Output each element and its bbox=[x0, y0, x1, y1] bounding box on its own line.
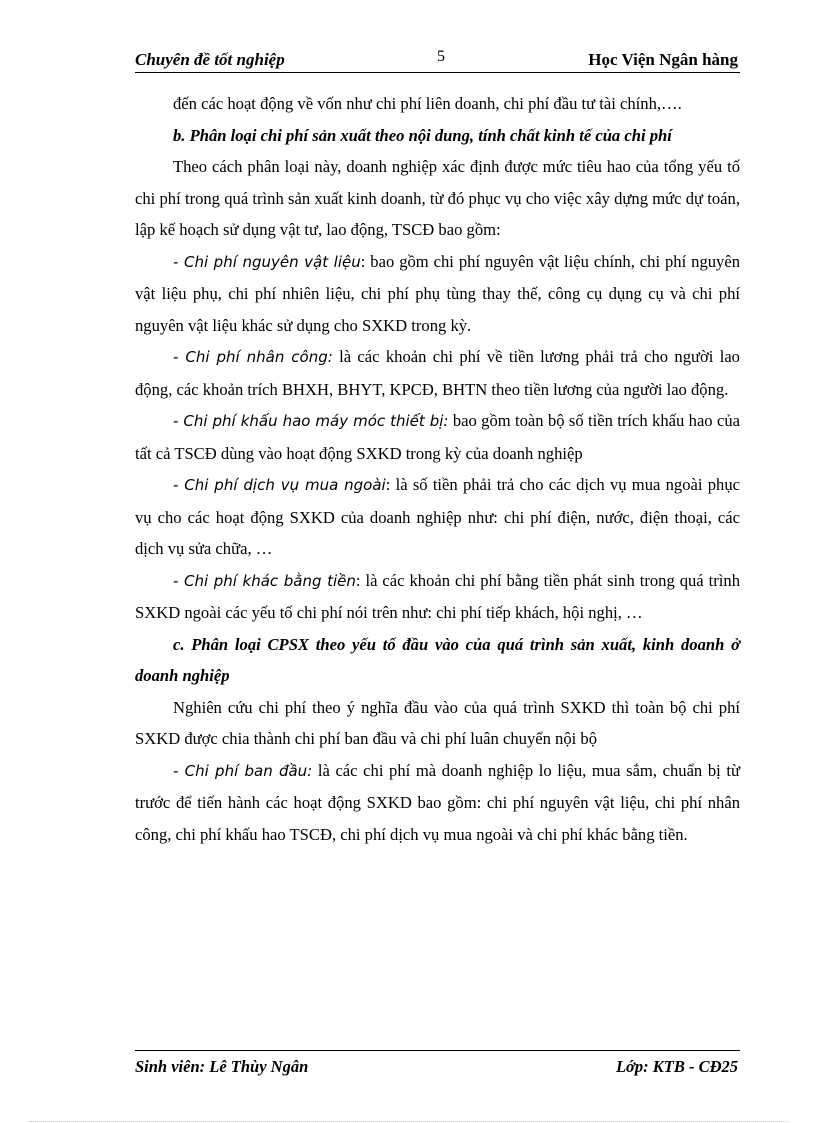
footer-class: Lớp: KTB - CĐ25 bbox=[615, 1057, 738, 1076]
term-label: - Chi phí ban đầu: bbox=[173, 761, 313, 780]
section-heading-b: b. Phân loại chi phí sản xuất theo nội dung, tính chất kinh tế của chi phí bbox=[173, 125, 672, 145]
term-label: - Chi phí nguyên vật liệu bbox=[173, 252, 361, 271]
paragraph: Nghiên cứu chi phí theo ý nghĩa đầu vào của quá trình SXKD thì toàn bộ chi phí SXKD được chia thành chi phí ban đầu và chi phí luân chuyển nội bộ bbox=[135, 697, 740, 748]
page-number: 5 bbox=[437, 48, 445, 65]
term-text: : bao gồm chi phí nguyên vật liệu chính, chi phí nguyên vật liệu phụ, chi phí nhiên liệu, chi phí phụ tùng thay thế, công cụ dụng cụ và chi phí nguyên vật liệu khác sử dụng cho SXKD trong kỳ. bbox=[135, 251, 740, 335]
page-body bbox=[135, 88, 740, 850]
term-text: là các chi phí mà doanh nghiệp lo liệu, mua sắm, chuẩn bị từ trước để tiến hành các hoạt động SXKD bao gồm: chi phí nguyên vật liệu, chi phí nhân công, chi phí khấu hao TSCĐ, chi phí dịch vụ mua ngoài và chi phí khác bằng tiền. bbox=[135, 760, 740, 844]
page-header bbox=[135, 48, 740, 73]
list-item bbox=[135, 469, 740, 565]
header-document-title: Chuyên đề tốt nghiệp bbox=[135, 50, 285, 69]
list-item bbox=[135, 405, 740, 469]
term-label: - Chi phí khác bằng tiền bbox=[173, 571, 356, 590]
term-text: là các khoản chi phí về tiền lương phải trả cho người lao động, các khoản trích BHXH, BHYT, KPCĐ, BHTN theo tiền lương của người lao động. bbox=[135, 347, 740, 399]
list-item bbox=[135, 755, 740, 851]
list-item bbox=[135, 341, 740, 405]
footer-student: Sinh viên: Lê Thùy Ngân bbox=[135, 1057, 309, 1076]
paragraph: Theo cách phân loại này, doanh nghiệp xác định được mức tiêu hao của tổng yếu tố chi phí trong quá trình sản xuất kinh doanh, từ đó phục vụ cho việc xây dựng mức dự toán, lập kế hoạch sử dụng vật tư, lao động, TSCĐ bao gồm: bbox=[135, 157, 740, 239]
page-footer bbox=[135, 1050, 740, 1076]
paragraph: đến các hoạt động về vốn như chi phí liên doanh, chi phí đầu tư tài chính,…. bbox=[173, 94, 682, 113]
page-bottom-divider bbox=[28, 1121, 788, 1122]
list-item bbox=[135, 246, 740, 342]
term-text: : là số tiền phải trả cho các dịch vụ mua ngoài phục vụ cho các hoạt động SXKD của doanh nghiệp như: chi phí điện, nước, điện thoại, các dịch vụ sửa chữa, … bbox=[135, 475, 740, 558]
term-text: bao gồm toàn bộ số tiền trích khấu hao của tất cả TSCĐ dùng vào hoạt động SXKD trong kỳ của doanh nghiệp bbox=[135, 411, 740, 463]
section-heading-c: c. Phân loại CPSX theo yếu tố đầu vào của quá trình sản xuất, kinh doanh ở doanh nghiệp bbox=[135, 634, 740, 685]
term-text: : là các khoản chi phí bằng tiền phát sinh trong quá trình SXKD ngoài các yếu tố chi phí nói trên như: chi phí tiếp khách, hội nghị, … bbox=[135, 570, 740, 622]
list-item bbox=[135, 565, 740, 629]
document-page bbox=[135, 0, 740, 1123]
term-label: - Chi phí nhân công: bbox=[173, 348, 333, 366]
term-label: - Chi phí dịch vụ mua ngoài bbox=[173, 476, 386, 494]
header-institution: Học Viện Ngân hàng bbox=[588, 50, 738, 69]
term-label: - Chi phí khấu hao máy móc thiết bị: bbox=[173, 412, 449, 430]
